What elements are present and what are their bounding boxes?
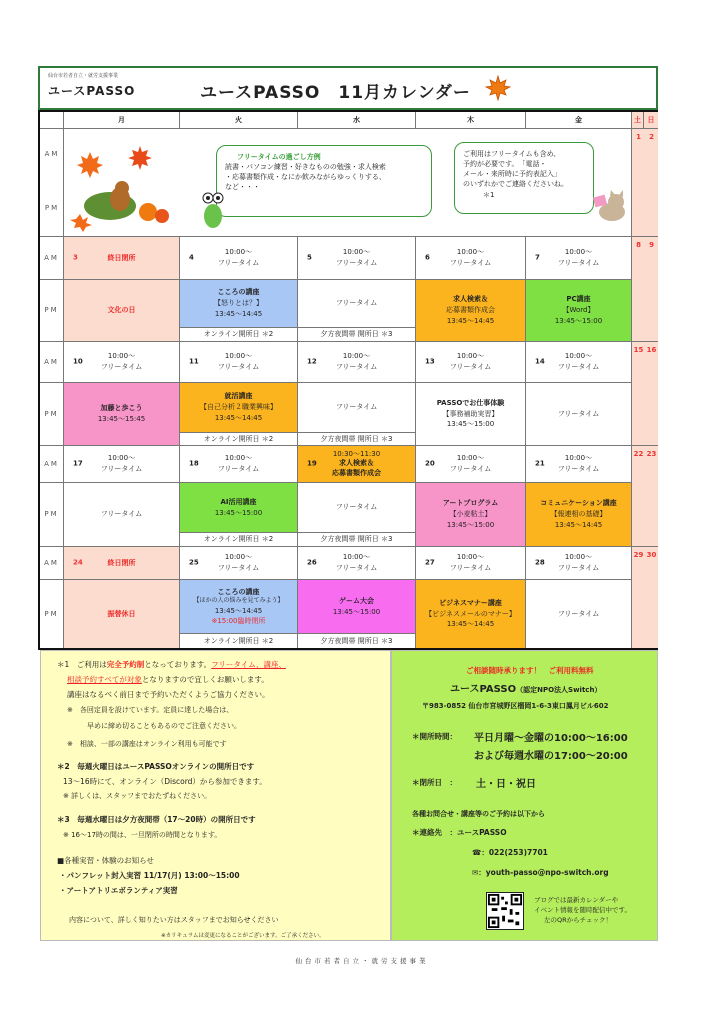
event-title: AI活用講座 [220, 497, 257, 506]
time: 10:00～ [224, 352, 253, 361]
day-number: 20 [425, 459, 435, 468]
event-time: 13:45～15:00 [554, 316, 603, 325]
time: 10:00～ [107, 454, 136, 463]
maple-leaf-icon [484, 74, 512, 102]
week4-pm-label: PM [40, 483, 64, 547]
logo [48, 72, 168, 99]
event: フリータイム [335, 363, 378, 371]
freetime-tips-line3: など・・・ [225, 183, 260, 192]
day-12-evening-note: 夕方夜間帯 開所日 ＊3 [298, 433, 416, 446]
event-time: 13:45～14:45 [214, 606, 263, 615]
closed-label: ＊閉所日 ： [412, 778, 457, 787]
week5-weekend [632, 547, 658, 648]
event: フリータイム [217, 465, 260, 473]
note4-item1: ・パンフレット封入実習 11/17(月) 13:00～15:00 [59, 871, 240, 880]
day-6-pm [416, 280, 526, 342]
day-number: 26 [307, 558, 317, 567]
day-16: 16 [646, 346, 657, 354]
address: 〒983-0852 仙台市宮城野区榴岡1-6-3東口鳳月ビル602 [422, 702, 609, 710]
day-18-online-note: オンライン開所日 ＊2 [180, 533, 298, 547]
day-3-am [64, 237, 180, 280]
week3-pm-label: PM [40, 383, 64, 446]
logo-subtitle: 仙台市若者自立・就労支援事業 [48, 73, 119, 79]
day-number: 19 [307, 459, 317, 468]
closed-label: 終日閉所 [107, 558, 136, 567]
week1-pm-label: PM [44, 204, 60, 212]
week5-am-label: AM [40, 547, 64, 580]
bottom-caption: 仙台市若者自立・就労支援事業 [295, 957, 429, 965]
note3-title: ＊3 毎週水曜日は夕方夜間帯（17～20時）の開所日です [57, 815, 256, 824]
event-topic: 応募書類作成会 [446, 306, 495, 315]
reservation-bubble [454, 142, 594, 214]
event-topic: 【ビジネスメールのマナー】 [425, 609, 516, 618]
week1-label [40, 129, 64, 237]
event-title: 加藤と歩こう [100, 404, 143, 413]
page-title: ユースPASSO 11月カレンダー [200, 83, 471, 103]
reservation-line4: のいずれかでご連絡くださいね。 [463, 180, 568, 189]
week4-am-label: AM [40, 446, 64, 483]
day-number: 6 [425, 253, 430, 262]
hours-label: ＊開所時間： [412, 732, 457, 741]
note3-line1: ※ 16～17時の間は、一旦閉所の時間となります。 [63, 831, 222, 839]
day-26-pm [298, 580, 416, 634]
day-number: 13 [425, 357, 435, 366]
day-19-pm: フリータイム [298, 483, 416, 533]
reservation-line1: ご利用はフリータイムも含め、 [463, 150, 561, 158]
event-topic: 【怒りとは？】 [214, 299, 263, 308]
day-11-am [180, 342, 298, 383]
day-11-pm [180, 383, 298, 433]
day-17-am [64, 446, 180, 483]
event: フリータイム [217, 259, 260, 267]
day-header-wed: 水 [298, 112, 416, 129]
day-number: 21 [535, 459, 545, 468]
event-topic: 【報連相の基礎】 [550, 510, 607, 519]
day-28-am [526, 547, 632, 580]
event-title: ゲーム大会 [339, 596, 374, 605]
day-23: 23 [646, 450, 657, 458]
logo-title: ユースPASSO [48, 84, 136, 98]
day-26-evening-note: 夕方夜間帯 開所日 ＊3 [298, 634, 416, 648]
day-7-am [526, 237, 632, 280]
day-2: 2 [649, 133, 654, 141]
day-7-pm [526, 280, 632, 342]
note1-line1 [57, 659, 286, 670]
event-title: ビジネスマナー講座 [439, 598, 502, 607]
event: フリータイム [449, 259, 492, 267]
day-27-pm [416, 580, 526, 648]
day-15: 15 [633, 346, 644, 354]
day-4-am [180, 237, 298, 280]
day-number: 28 [535, 558, 545, 567]
hours-weekday: 平日月曜～金曜の10:00～16:00 [474, 733, 628, 744]
time: 10:00～ [342, 553, 371, 562]
day-10-am [64, 342, 180, 383]
day-number: 5 [307, 253, 312, 262]
day-10-pm [64, 383, 180, 446]
closed-days: 土・日・祝日 [476, 779, 536, 790]
note1-b: 完全予約制 [106, 660, 145, 669]
event-topic: 【ほかの人の悩みを見てみよう】 [193, 597, 284, 605]
time: 10:00～ [224, 248, 253, 257]
time: 10:30～11:30 [332, 449, 381, 458]
time: 10:00～ [107, 352, 136, 361]
info-panel [391, 650, 658, 941]
day-3-pm [64, 280, 180, 342]
event-time: 13:45～15:00 [446, 420, 495, 429]
event: フリータイム [557, 564, 600, 572]
event-time: 13:45～15:45 [97, 415, 146, 423]
day-27-am [416, 547, 526, 580]
freetime-tips-line1: 読書・パソコン練習・好きなものの勉強・求人検索 [225, 163, 386, 172]
day-19-am [298, 446, 416, 483]
week4-weekend [632, 446, 658, 547]
time: 10:00～ [456, 454, 485, 463]
event-topic: 【自己分析２職業興味】 [200, 403, 277, 412]
day-header-thu: 木 [416, 112, 526, 129]
notes-panel [40, 650, 391, 941]
day-header-tue: 火 [180, 112, 298, 129]
day-19-evening-note: 夕方夜間帯 開所日 ＊3 [298, 533, 416, 547]
day-29: 29 [633, 551, 644, 559]
note2-title: ＊2 毎週火曜日はユースPASSOオンラインの開所日です [57, 762, 255, 771]
day-14-am [526, 342, 632, 383]
day-18-pm [180, 483, 298, 533]
freetime-tips-line2: ・応募書類作成・なにか飲みながらゆっくりする、 [225, 173, 386, 182]
temp-close-note: ※15:00臨時閉所 [211, 616, 266, 625]
contact-label: ＊連絡先 ：ユースPASSO [412, 828, 507, 837]
note1-e: 相談予約すべてが対象 [67, 675, 142, 684]
freetime-tips-bubble [216, 145, 432, 217]
event: フリータイム [557, 363, 600, 371]
hours-wednesday: および毎週水曜の17:00～20:00 [474, 751, 628, 762]
time: 10:00～ [564, 553, 593, 562]
holiday-label: 振替休日 [107, 609, 136, 618]
reservation-line3: メール・来所時に予約表記入」 [463, 170, 561, 179]
day-9: 9 [649, 241, 654, 249]
frog-mascot [200, 188, 226, 232]
event-topic: 【事務補助実習】 [442, 409, 499, 418]
day-13-am [416, 342, 526, 383]
event-title: PASSOでお仕事体験 [436, 398, 505, 407]
day-4-pm [180, 280, 298, 328]
event-time: 13:45～14:45 [214, 309, 263, 318]
note1-d: フリータイム、講座、 [211, 660, 286, 669]
day-24-pm [64, 580, 180, 648]
event-time: 13:45～14:45 [446, 316, 495, 325]
week2-pm-label: PM [40, 280, 64, 342]
event: フリータイム [557, 465, 600, 473]
day-6-am [416, 237, 526, 280]
event-time: 13:45～14:45 [446, 620, 495, 629]
event-title: PC講座 [566, 295, 591, 304]
event: フリータイム [100, 465, 143, 473]
note1-line2 [67, 674, 269, 685]
event-title: 求人検索＆ [339, 459, 374, 468]
event-title-2: 応募書類作成会 [332, 468, 381, 477]
day-25-online-note: オンライン開所日 ＊2 [180, 634, 298, 648]
day-20-am [416, 446, 526, 483]
day-number: 4 [189, 253, 194, 262]
day-20-pm [416, 483, 526, 547]
week2-weekend [632, 237, 658, 342]
org-title: ユースPASSO [450, 684, 517, 695]
event: フリータイム [335, 564, 378, 572]
event-topic: 【小麦粘土】 [449, 510, 492, 519]
qr-code[interactable] [486, 892, 524, 930]
note4-title: ■各種実習・体験のお知らせ [57, 856, 154, 865]
header-box [38, 66, 658, 110]
day-26-am [298, 547, 416, 580]
event-title: こころの講座 [217, 288, 260, 297]
time: 10:00～ [342, 352, 371, 361]
note4-item2: ・アートアトリエボランティア実習 [59, 886, 178, 895]
event: フリータイム [335, 259, 378, 267]
day-number: 24 [73, 558, 83, 567]
blog-line2: イベント情報を随時配信中です。 [534, 906, 631, 914]
note2-line1: 13～16時にて、オンライン（Discord）から参加できます。 [63, 777, 267, 786]
note1-c: となっております。 [144, 660, 212, 669]
time: 10:00～ [456, 248, 485, 257]
event-time: 13:45～14:45 [214, 413, 263, 422]
day-12-am [298, 342, 416, 383]
calendar-grid [38, 110, 658, 650]
note1-line3: 講座はなるべく前日まで予約いただくようご協力ください。 [67, 690, 270, 699]
time: 10:00～ [564, 352, 593, 361]
day-number: 12 [307, 357, 317, 366]
day-21-pm [526, 483, 632, 547]
day-number: 25 [189, 558, 199, 567]
reservation-line2: 予約が必要です。 「電話・ [463, 160, 547, 169]
day-4-online-note: オンライン開所日 ＊2 [180, 328, 298, 342]
week5-pm-label: PM [40, 580, 64, 648]
time: 10:00～ [564, 454, 593, 463]
day-13-pm [416, 383, 526, 446]
blog-line1: ブログでは最新カレンダーや [534, 896, 619, 904]
org-parent: （認定NPO法人Switch） [516, 686, 602, 694]
day-5-am [298, 237, 416, 280]
note1-line4: ※ 各回定員を設けています。定員に達した場合は、 [67, 706, 234, 714]
freetime-tips-title: フリータイムの過ごし方例 [237, 153, 321, 161]
day-number: 17 [73, 459, 83, 468]
event: フリータイム [449, 465, 492, 473]
email-address[interactable]: ✉：youth-passo@npo-switch.org [472, 868, 609, 877]
event: フリータイム [217, 363, 260, 371]
blog-line3: 左のQRからチェック！ [544, 916, 612, 924]
phone-number[interactable]: ☎：022(253)7701 [472, 848, 548, 857]
note1-a: ＊1 ご利用は [57, 660, 107, 669]
event: フリータイム [100, 363, 143, 371]
day-14-pm: フリータイム [526, 383, 632, 446]
time: 10:00～ [224, 553, 253, 562]
day-25-am [180, 547, 298, 580]
day-5-pm: フリータイム [298, 280, 416, 328]
event-time: 13:45～15:00 [446, 520, 495, 529]
note4-disclaimer: ※カリキュラムは変更になることがございます。ご了承ください。 [161, 933, 325, 939]
day-21-am [526, 446, 632, 483]
day-header-fri: 金 [526, 112, 632, 129]
time: 10:00～ [456, 352, 485, 361]
day-18-am [180, 446, 298, 483]
day-24-am [64, 547, 180, 580]
day-number: 3 [73, 253, 78, 262]
day-number: 18 [189, 459, 199, 468]
time: 10:00～ [456, 553, 485, 562]
note2-line2: ※ 詳しくは、スタッフまでおたずねください。 [63, 792, 212, 800]
event-time: 13:45～15:00 [214, 508, 263, 517]
day-5-evening-note: 夕方夜間帯 開所日 ＊3 [298, 328, 416, 342]
org-name [450, 680, 601, 695]
day-8: 8 [636, 241, 641, 249]
holiday-label: 文化の日 [107, 306, 136, 315]
note4-contact: 内容について、詳しく知りたい方はスタッフまでお知らせください [69, 916, 279, 924]
day-22: 22 [633, 450, 644, 458]
event: フリータイム [217, 564, 260, 572]
cat-mascot [592, 188, 628, 222]
event-title: こころの講座 [217, 587, 260, 596]
day-number: 7 [535, 253, 540, 262]
day-17-pm: フリータイム [64, 483, 180, 547]
day-12-pm: フリータイム [298, 383, 416, 433]
day-header-sat: 土 [632, 112, 644, 129]
corner-cell [40, 112, 64, 129]
day-number: 14 [535, 357, 545, 366]
note1-line6: ※ 相談、一部の講座はオンライン利用も可能です [67, 740, 227, 748]
event-title: アートプログラム [442, 499, 499, 508]
day-30: 30 [646, 551, 657, 559]
event: フリータイム [449, 363, 492, 371]
event-time: 13:45～14:45 [554, 520, 603, 529]
event-title: 求人検索＆ [453, 295, 488, 304]
week2-am-label: AM [40, 237, 64, 280]
autumn-illustration [70, 144, 180, 232]
day-header-mon: 月 [64, 112, 180, 129]
week3-weekend [632, 342, 658, 446]
day-header-sun: 日 [644, 112, 658, 129]
event-title: 就活講座 [224, 392, 253, 401]
week3-am-label: AM [40, 342, 64, 383]
event-topic: 【Word】 [562, 306, 595, 315]
time: 10:00～ [564, 248, 593, 257]
day-number: 10 [73, 357, 83, 366]
week1-am-label: AM [44, 150, 60, 158]
inquiry-note: 各種お問合せ・講座等のご予約は以下から [412, 810, 545, 818]
note1-f: となりますので宜しくお願いします。 [141, 675, 269, 684]
consult-free: ご相談随時承ります！ ご利用料無料 [466, 666, 594, 675]
day-number: 27 [425, 558, 435, 567]
event: フリータイム [449, 564, 492, 572]
time: 10:00～ [342, 248, 371, 257]
week1-weekend [632, 129, 658, 237]
note1-line5: 早めに締め切ることもあるのでご注意ください。 [87, 722, 241, 730]
event-time: 13:45～15:00 [332, 607, 381, 616]
time: 10:00～ [224, 454, 253, 463]
day-number: 11 [189, 357, 199, 366]
reservation-line5: ＊1 [483, 190, 495, 199]
closed-label: 終日閉所 [107, 253, 136, 262]
event: フリータイム [557, 259, 600, 267]
day-28-pm: フリータイム [526, 580, 632, 648]
day-11-online-note: オンライン開所日 ＊2 [180, 433, 298, 446]
day-25-pm [180, 580, 298, 634]
event-title: コミュニケーション講座 [540, 499, 617, 508]
day-1: 1 [636, 133, 641, 141]
